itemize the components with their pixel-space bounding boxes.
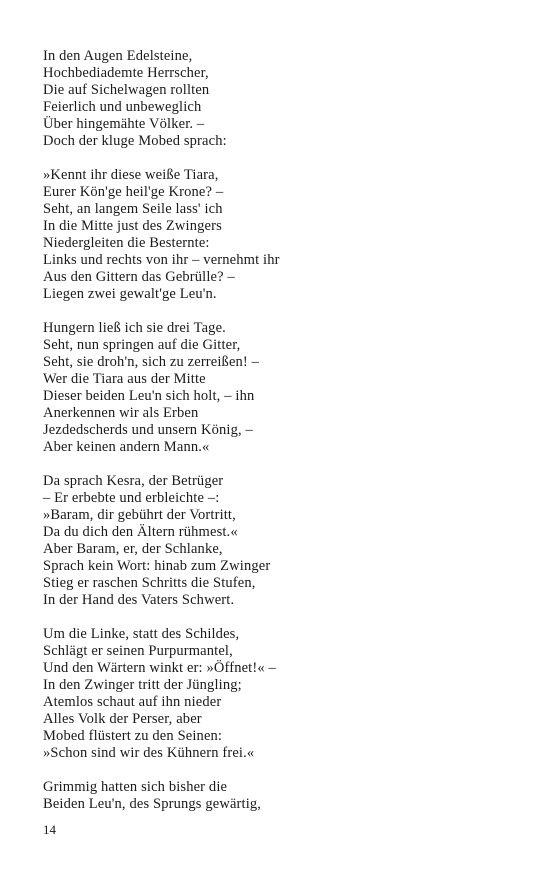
poem-line: Seht, an langem Seile lass' ich	[43, 201, 223, 217]
poem-line: Hochbediademte Herrscher,	[43, 65, 209, 81]
stanza	[43, 626, 523, 762]
poem-line: Aus den Gittern das Gebrülle? –	[43, 269, 235, 285]
stanza	[43, 167, 523, 303]
poem-line: – Er erbebte und erbleichte –:	[43, 490, 220, 506]
poem-line: Da sprach Kesra, der Betrüger	[43, 473, 224, 489]
poem-line: »Kennt ihr diese weiße Tiara,	[43, 167, 219, 183]
poem-line: Feierlich und unbeweglich	[43, 99, 202, 115]
poem-line: Niedergleiten die Besternte:	[43, 235, 210, 251]
poem-line: Stieg er raschen Schritts die Stufen,	[43, 575, 256, 591]
poem-line: Alles Volk der Perser, aber	[43, 711, 202, 727]
poem-body	[43, 48, 523, 830]
poem-line: Aber Baram, er, der Schlanke,	[43, 541, 223, 557]
poem-line: Hungern ließ ich sie drei Tage.	[43, 320, 226, 336]
poem-line: Grimmig hatten sich bisher die	[43, 779, 228, 795]
poem-line: Dieser beiden Leu'n sich holt, – ihn	[43, 388, 255, 404]
poem-line: In den Zwinger tritt der Jüngling;	[43, 677, 242, 693]
poem-line: Schlägt er seinen Purpurmantel,	[43, 643, 233, 659]
poem-line: Da du dich den Ältern rühmest.«	[43, 524, 238, 540]
poem-line: Eurer Kön'ge heil'ge Krone? –	[43, 184, 224, 200]
poem-line: »Schon sind wir des Kühnern frei.«	[43, 745, 255, 761]
poem-line: Wer die Tiara aus der Mitte	[43, 371, 206, 387]
poem-line: In die Mitte just des Zwingers	[43, 218, 222, 234]
poem-line: Anerkennen wir als Erben	[43, 405, 199, 421]
poem-line: In der Hand des Vaters Schwert.	[43, 592, 235, 608]
poem-line: Sprach kein Wort: hinab zum Zwinger	[43, 558, 271, 574]
poem-line: Die auf Sichelwagen rollten	[43, 82, 210, 98]
poem-line: In den Augen Edelsteine,	[43, 48, 193, 64]
poem-line: Links und rechts von ihr – vernehmt ihr	[43, 252, 280, 268]
poem-line: Liegen zwei gewalt'ge Leu'n.	[43, 286, 217, 302]
poem-line: Jezdedscherds und unsern König, –	[43, 422, 253, 438]
stanza	[43, 320, 523, 456]
poem-line: »Baram, dir gebührt der Vortritt,	[43, 507, 236, 523]
poem-line: Mobed flüstert zu den Seinen:	[43, 728, 223, 744]
poem-line: Über hingemähte Völker. –	[43, 116, 205, 132]
stanza	[43, 48, 523, 150]
stanza	[43, 473, 523, 609]
poem-line: Seht, nun springen auf die Gitter,	[43, 337, 241, 353]
poem-line: Und den Wärtern winkt er: »Öffnet!« –	[43, 660, 276, 676]
poem-line: Um die Linke, statt des Schildes,	[43, 626, 240, 642]
stanza	[43, 779, 523, 813]
poem-line: Doch der kluge Mobed sprach:	[43, 133, 227, 149]
page-number: 14	[43, 822, 56, 837]
poem-line: Seht, sie droh'n, sich zu zerreißen! –	[43, 354, 260, 370]
poem-line: Aber keinen andern Mann.«	[43, 439, 210, 455]
poem-line: Beiden Leu'n, des Sprungs gewärtig,	[43, 796, 262, 812]
poem-line: Atemlos schaut auf ihn nieder	[43, 694, 222, 710]
